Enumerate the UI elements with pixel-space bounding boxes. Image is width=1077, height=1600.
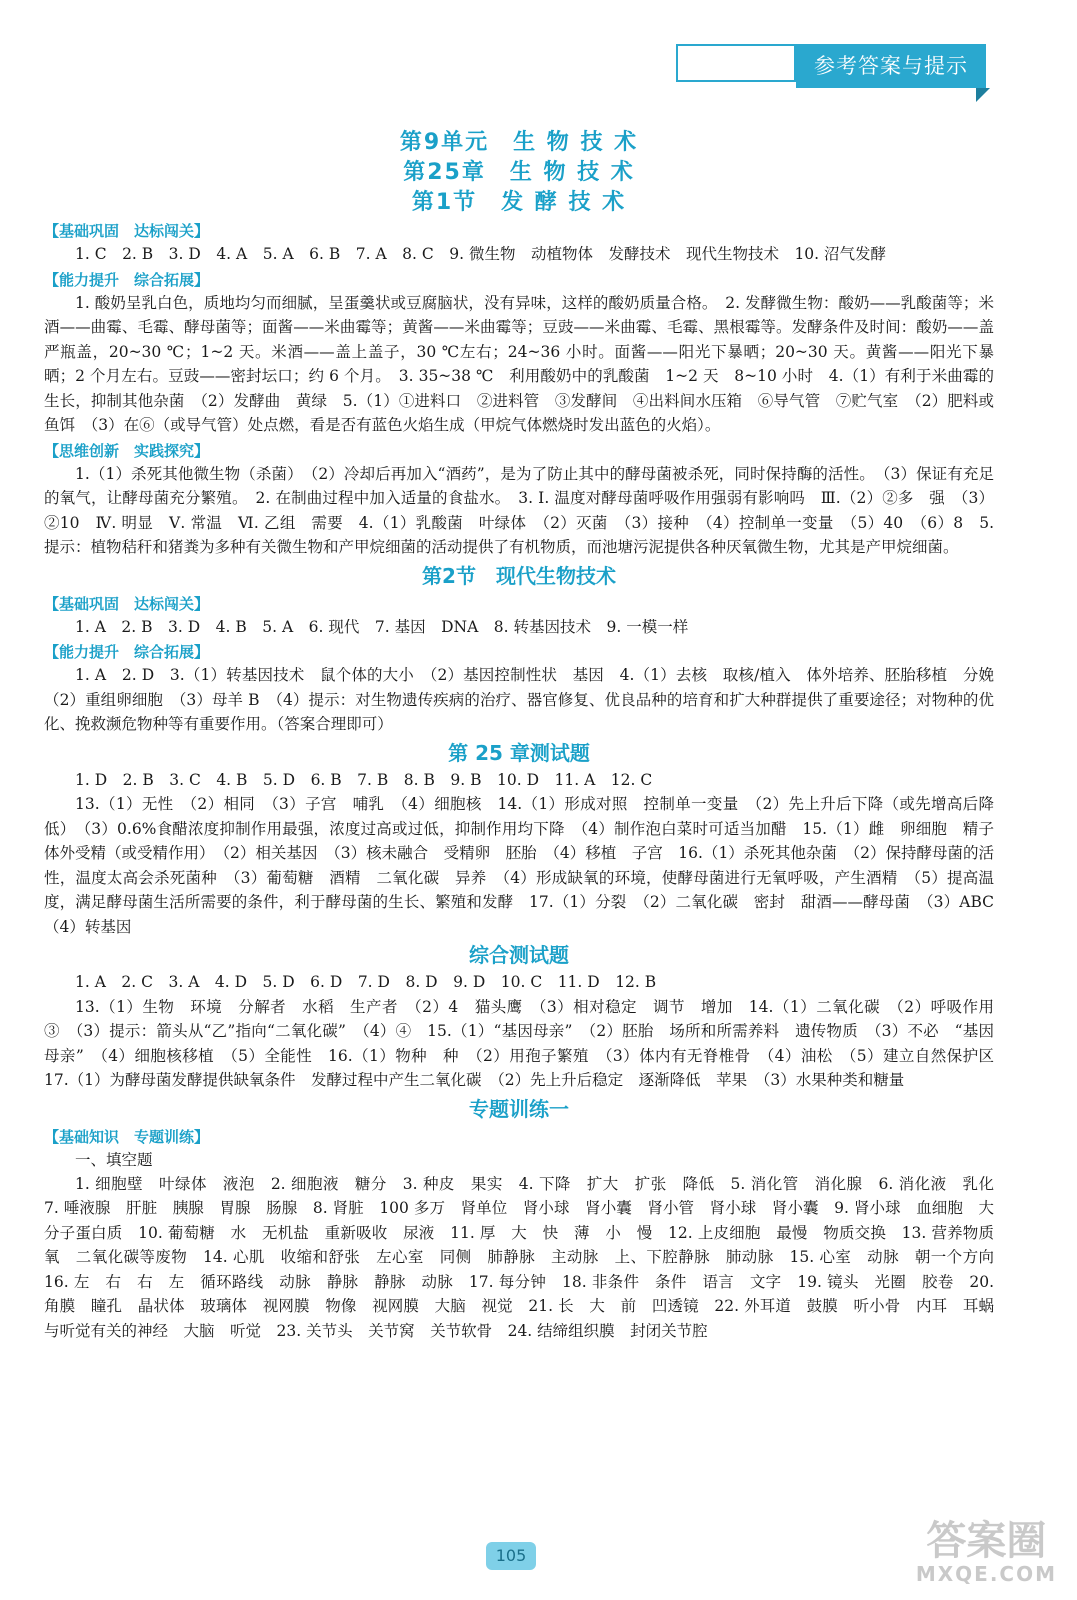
comprehensive-test-choice-answers: 1. A 2. C 3. A 4. D 5. D 6. D 7. D 8. D 9. D 10. C 11. D 12. B [75, 973, 657, 991]
fill-in-heading: 一、填空题 [75, 1150, 153, 1169]
section1-basic-answers: 1. C 2. B 3. D 4. A 5. A 6. B 7. A 8. C 9. 微生物 动植物体 发酵技术 现代生物技术 10. 沼气发酵 [75, 245, 887, 263]
section2-title: 第2节 现代生物技术 [422, 563, 616, 588]
chapter-test-choice-answers: 1. D 2. B 3. C 4. B 5. D 6. B 7. B 8. B 9. B 10. D 11. A 12. C [75, 770, 653, 789]
header-box [676, 44, 796, 82]
chapter-test-answers: 13.（1）无性 （2）相同 （3）子宫 哺乳 （4）细胞核 14.（1）形成对照 控制单一变量 （2）先上升后下降（或先增高后降低） （3）0.6%食醋浓度抑制作用最强，浓度过高或过低，抑制作用均下降 （4）制作泡白菜时可适当加醋 15.（1）雌 卵细胞 精子 体外受精（或受精作用） （2）相关基因 （3）核未融合 受精卵 胚胎 （4）移植 子宫 16.（1）杀死其他杂菌 （2）保持酵母菌的活性，温度太高会杀死菌种 （3）葡萄糖 酒精 二氧化碳 异养 （4）形成缺氧的环境，使酵母菌进行无氧呼吸，产生酒精 （5）提高温度，满足酵母菌生活所需要的条件，利于酵母菌的生长、繁殖和发酵 17.（1）分裂 （2）二氧化碳 密封 甜酒——酵母菌 （3）ABC （4）转基因 [44, 795, 1010, 936]
section1-tag-thinking: 【思维创新 实践探究】 [44, 441, 210, 460]
watermark-url: MXQE.COM [915, 1562, 1057, 1586]
section1-thinking-answers: 1.（1）杀死其他微生物（杀菌） （2）冷却后再加入“酒药”，是为了防止其中的酵母菌被杀死，同时保持酶的活性。 （3）保证有充足的氧气，让酵母菌充分繁殖。 2. 在制曲过程中加入适量的食盐水。 3. Ⅰ. 温度对酵母菌呼吸作用强弱有影响吗 Ⅲ.（2）②多 强 （3）②10 Ⅳ. 明显 Ⅴ. 常温 Ⅵ. 乙组 需要 4.（1）乳酸菌 叶绿体 （2）灭菌 （3）接种 （4）控制单一变量 （5）40 （6）8 5. 提示：植物秸秆和猪粪为多种有关微生物和产甲烷细菌的活动提供了有机物质，而池塘污泥提供各种厌氧微生物，尤其是产甲烷细菌。 [44, 464, 994, 556]
fill-in-answers: 1. 细胞壁 叶绿体 液泡 2. 细胞液 糖分 3. 种皮 果实 4. 下降 扩大 扩张 降低 5. 消化管 消化腺 6. 消化液 乳化 7. 唾液腺 肝脏 胰腺 胃腺 肠腺 8. 肾脏 100 多万 肾单位 肾小球 肾小囊 肾小管 肾小球 肾小囊 9. 肾小球 血细胞 大分子蛋白质 10. 葡萄糖 水 无机盐 重新吸收 尿液 11. 厚 大 快 薄 小 慢 12. 上皮细胞 最慢 物质交换 13. 营养物质 氧 二氧化碳等废物 14. 心肌 收缩和舒张 左心室 同侧 肺静脉 主动脉 上、下腔静脉 肺动脉 15. 心室 动脉 朝一个方向 16. 左 右 右 左 循环路线 动脉 静脉 静脉 动脉 17. 每分钟 18. 非条件 条件 语言 文字 19. 镜头 光圈 胶卷 20. 角膜 瞳孔 晶状体 玻璃体 视网膜 物像 视网膜 大脑 视觉 21. 长 大 前 凹透镜 22. 外耳道 鼓膜 听小骨 内耳 耳蜗 与听觉有关的神经 大脑 听觉 23. 关节头 关节窝 关节软骨 24. 结缔组织膜 封闭关节腔 [44, 1174, 1010, 1340]
section2-tag-ability: 【能力提升 综合拓展】 [44, 643, 210, 661]
header-tab: 参考答案与提示 [796, 44, 986, 88]
watermark-logo-text: 答案圈 [926, 1518, 1047, 1564]
special-training-title: 专题训练一 [469, 1096, 569, 1121]
section1-tag-ability: 【能力提升 综合拓展】 [44, 270, 210, 289]
answer-content [44, 128, 1010, 1343]
section2-ability-answers: 1. A 2. D 3.（1）转基因技术 鼠个体的大小 （2）基因控制性状 基因 4.（1）去核 取核/植入 体外培养、胚胎移植 分娩 （2）重组卵细胞 （3）母羊 B （4）提示：对生物遗传疾病的治疗、器官修复、优良品种的培育和扩大种群提供了重要途径；对物种的优化、挽救濒危物种等有重要作用。（答案合理即可） [44, 666, 1010, 733]
chapter-test-title: 第 25 章测试题 [448, 740, 590, 765]
section1-ability-answers: 1. 酸奶呈乳白色，质地均匀而细腻，呈蛋羹状或豆腐脑状，没有异味，这样的酸奶质量合格。 2. 发酵微生物：酸奶——乳酸菌等；米酒——曲霉、毛霉、酵母菌等；面酱——米曲霉等；黄酱——米曲霉等；豆豉——米曲霉、毛霉、黑根霉等。发酵条件及时间：酸奶——盖严瓶盖，20~30 ℃；1~2 天。米酒——盖上盖子，30 ℃左右；24~36 小时。面酱——阳光下暴晒；20~30 天。黄酱——阳光下暴晒；2 个月左右。豆豉——密封坛口；约 6 个月。 3. 35~38 ℃ 利用酸奶中的乳酸菌 1~2 天 8~10 小时 4.（1）有利于米曲霉的生长，抑制其他杂菌 （2）发酵曲 黄绿 5.（1）①进料口 ②进料管 ③发酵间 ④出料间水压箱 ⑥导气管 ⑦贮气室 （2）肥料或鱼饵 （3）在⑥（或导气管）处点燃，看是否有蓝色火焰生成（甲烷气体燃烧时发出蓝色的火焰）。 [44, 293, 994, 434]
chapter-title: 第25章 生 物 技 术 [403, 160, 635, 185]
unit-title: 第9单元 生 物 技 术 [399, 130, 639, 155]
section2-tag-basic: 【基础巩固 达标闯关】 [44, 594, 210, 613]
comprehensive-test-title: 综合测试题 [469, 943, 569, 967]
watermark-logo [916, 1520, 1057, 1586]
comprehensive-test-answers: 13.（1）生物 环境 分解者 水稻 生产者 （2）4 猫头鹰 （3）相对稳定 调节 增加 14.（1）二氧化碳 （2）呼吸作用 ③ （3）提示：箭头从“乙”指向“二氧化碳” （4）④ 15.（1）“基因母亲” （2）胚胎 场所和所需养料 遗传物质 （3）不必 “基因母亲” （4）细胞核移植 （5）全能性 16.（1）物种 种 （2）用孢子繁殖 （3）体内有无脊椎骨 （4）油松 （5）建立自然保护区 17.（1）为酵母菌发酵提供缺氧条件 发酵过程中产生二氧化碳 （2）先上升后稳定 逐渐降低 苹果 （3）水果种类和糖量 [44, 997, 1010, 1089]
section2-basic-answers: 1. A 2. B 3. D 4. B 5. A 6. 现代 7. 基因 DNA 8. 转基因技术 9. 一模一样 [75, 617, 689, 636]
header-tab-fold [976, 88, 990, 102]
page-number: 105 [486, 1542, 536, 1570]
section1-title: 第1节 发 酵 技 术 [411, 190, 627, 215]
section1-tag-basic: 【基础巩固 达标闯关】 [44, 222, 210, 240]
special-training-tag: 【基础知识 专题训练】 [44, 1127, 210, 1146]
